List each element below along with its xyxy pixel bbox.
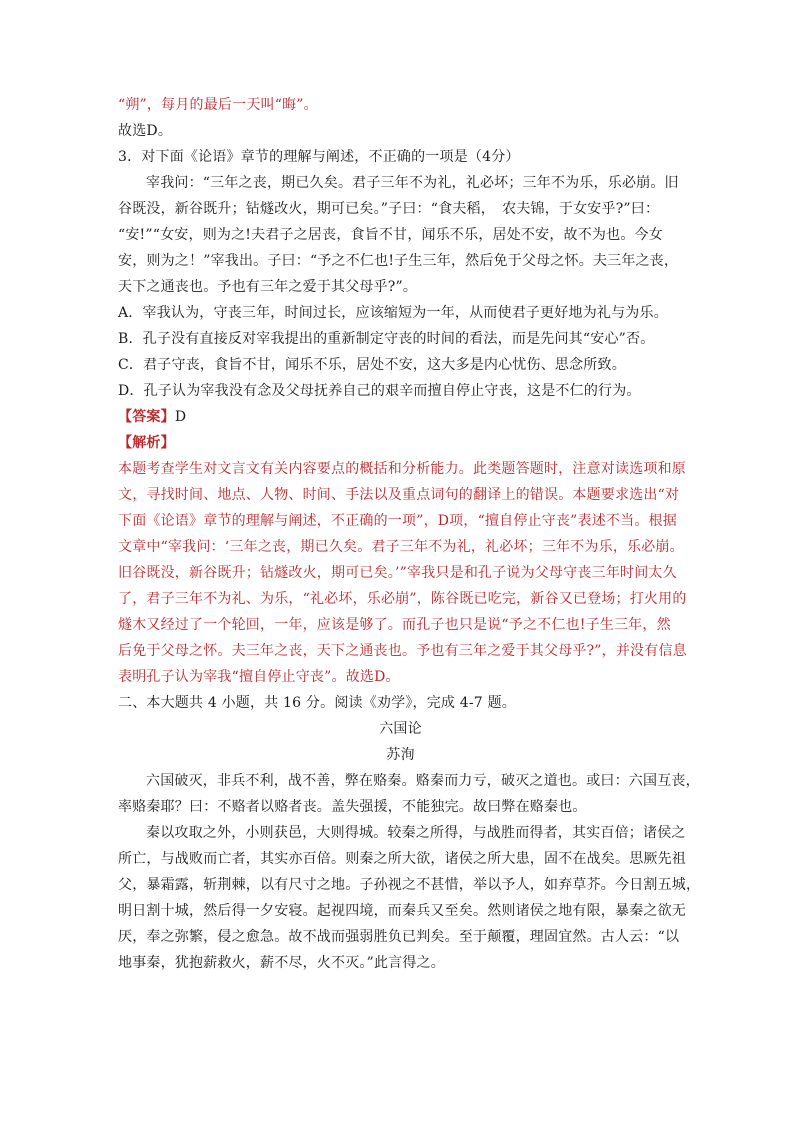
analysis-text: ”，陈谷既已吃完，新谷又已登场；打火用的 (409, 591, 687, 607)
q3-passage-line: 宰我问：“三年之丧，期已久矣。君子三年不为礼，礼必坏；三年不为乐，乐必崩。旧 (146, 175, 679, 191)
q3-passage-line: 安，则为之！”宰我出。子曰：“予之不仁也!子生三年，然后免于父母之怀。夫三年之丧， (118, 253, 679, 269)
essay-title: 六国论 (379, 721, 422, 737)
q3-passage-line: 天下之通丧也。予也有三年之爱于其父母乎?”。 (118, 279, 418, 295)
answer-value: D (174, 409, 187, 425)
analysis-quote: 宰我只是和孔子说为父母守丧三年时间太久 (407, 565, 677, 581)
analysis-quote: 了，君子三年不为礼、为乐 (118, 591, 289, 607)
essay-line: 秦以攻取之外，小则获邑，大则得城。较秦之所得，与战胜而得者，其实百倍；诸侯之 (146, 825, 686, 841)
answer-tag: 【答案】 (118, 409, 175, 425)
essay-author: 苏洵 (386, 747, 415, 763)
analysis-text: ，礼必坏；三年不为乐，乐必崩。 (470, 539, 684, 555)
analysis-line: 本题考查学生对文言文有关内容要点的概括和分析能力。此类题答题时，注意对读选项和原 (118, 461, 686, 477)
essay-line: 厌，奉之弥繁，侵之愈急。故不战而强弱胜负已判矣。至于颠覆，理固宜然。古人云：“以 (118, 929, 680, 945)
essay-line: 地事秦，犹抱薪救火，薪不尽，火不灭。”此言得之。 (118, 955, 445, 971)
analysis-text: ，“ (288, 591, 310, 607)
analysis-line (118, 508, 683, 534)
option-c: C．君子守丧，食旨不甘，闻乐不乐，居处不安，这大多是内心忧伤、思念所致。 (118, 357, 626, 373)
analysis-line (118, 586, 687, 612)
intro-text: “朔”，每月的最后一天叫“晦”。 (118, 97, 318, 113)
option-a: A．宰我认为，守丧三年，时间过长，应该缩短为一年，从而使君子更好地为礼与为乐。 (118, 305, 668, 321)
essay-line: 父，暴霜露，斩荆棘，以有尺寸之地。子孙视之不甚惜，举以予人，如弃草芥。今日割五城， (118, 877, 701, 893)
essay-line: 率赂秦耶？曰：不赂者以赂者丧。盖失强援，不能独完。故曰弊在赂秦也。 (118, 799, 587, 815)
option-b: B．孔子没有直接反对宰我提出的重新制定守丧的时间的看法，而是先问其“安心”否。 (118, 331, 655, 347)
question-3-stem: 3．对下面《论语》章节的理解与阐述，不正确的一项是（4分） (118, 149, 520, 165)
document-page (118, 92, 701, 976)
analysis-text: 表述不当。根据 (577, 513, 677, 529)
analysis-text: 文章中“宰我问： (118, 539, 225, 555)
analysis-quote: “擅自停止守丧” (477, 513, 578, 529)
answer-line (118, 404, 683, 430)
essay-line: 六国破灭，非兵不利，战不善，弊在赂秦。赂秦而力亏，破灭之道也。或曰：六国互丧， (146, 773, 700, 789)
essay-line: 所亡，与战败而亡者，其实亦百倍。则秦之所大欲，诸侯之所大患，固不在战矣。思厥先祖 (118, 851, 686, 867)
section-2-heading: 二、本大题共 4 小题，共 16 分。阅读《劝学》，完成 4-7 题。 (118, 695, 516, 711)
analysis-line (118, 482, 683, 508)
analysis-text: 文，寻找时间、地点、人物、时间、手法以及重点词句的翻译上的错误。本题要求选出 (118, 487, 658, 503)
analysis-line (118, 560, 683, 586)
analysis-quote: 礼必坏，乐必崩 (309, 591, 410, 607)
analysis-quote: 下面《论语》章节的理解与阐述，不正确的一项” (118, 513, 424, 529)
analysis-tag: 【解析】 (118, 435, 175, 451)
analysis-line: 燧木又经过了一个轮回，一年，应该是够了。而孔子也只是说“予之不仁也!子生三年，然 (118, 617, 671, 633)
intro-line-2: 故选D。 (118, 123, 173, 139)
analysis-line: 表明孔子认为宰我“擅自停止守丧”。故选D。 (118, 669, 400, 685)
analysis-text: 旧谷既没，新谷既升；钻燧改火，期可已矣。’” (118, 565, 408, 581)
analysis-quote: “对 (657, 487, 680, 503)
analysis-line (118, 534, 683, 560)
q3-passage-line: 谷既没，新谷既升；钻燧改火，期可已矣。”子曰：“食夫稻， 农夫锦，于女安乎?”曰： (118, 201, 660, 217)
option-d: D．孔子认为宰我没有念及父母抚养自己的艰辛而擅自停止守丧，这是不仁的行为。 (118, 383, 641, 399)
q3-passage-line: “安!”“女安，则为之!夫君子之居丧，食旨不甘，闻乐不乐，居处不安，故不为也。今女 (118, 227, 663, 243)
analysis-line: 后免于父母之怀。夫三年之丧，天下之通丧也。予也有三年之爱于其父母乎?”，并没有信息 (118, 643, 687, 659)
analysis-tag-line (118, 430, 683, 456)
intro-line-1 (118, 92, 683, 118)
essay-line: 明日割十城，然后得一夕安寝。起视四境，而秦兵又至矣。然则诸侯之地有限，暴秦之欲无 (118, 903, 686, 919)
analysis-text: ，D项， (423, 513, 478, 529)
analysis-quote: ‘三年之丧，期已久矣。君子三年不为礼 (224, 539, 471, 555)
